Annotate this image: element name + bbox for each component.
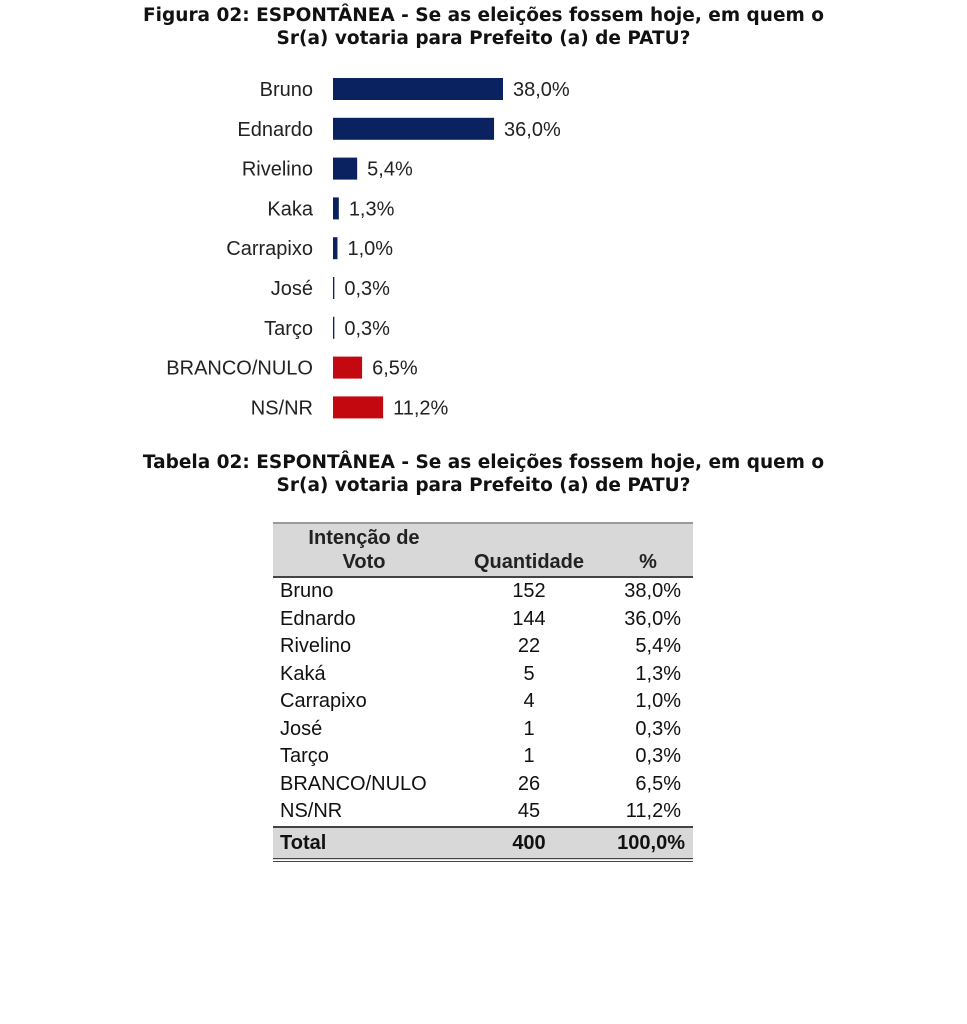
category-label: Kaka bbox=[267, 198, 313, 221]
table-title bbox=[0, 451, 967, 497]
bar-carrapixo bbox=[333, 237, 337, 259]
total-percent: 100,0% bbox=[603, 827, 693, 860]
value-label: 38,0% bbox=[513, 79, 570, 101]
row-name: BRANCO/NULO bbox=[280, 772, 427, 795]
row-percent: 1,0% bbox=[635, 690, 681, 712]
figure-title-line2: Sr(a) votaria para Prefeito (a) de PATU? bbox=[276, 28, 691, 49]
row-quantity: 1 bbox=[523, 717, 535, 740]
value-label: 1,3% bbox=[348, 198, 395, 221]
row-percent: 1,3% bbox=[635, 662, 681, 685]
header-intencao-line2: Voto bbox=[342, 551, 386, 573]
row-percent: 0,3% bbox=[635, 717, 681, 740]
table-row bbox=[273, 798, 693, 827]
table-row bbox=[273, 577, 693, 606]
table-total-row bbox=[273, 827, 693, 860]
value-label: 0,3% bbox=[344, 278, 390, 300]
category-label: José bbox=[270, 278, 313, 300]
value-label: 36,0% bbox=[504, 118, 561, 141]
row-name: Rivelino bbox=[280, 635, 352, 657]
header-intencao bbox=[273, 523, 455, 577]
table-row bbox=[273, 771, 693, 799]
row-quantity: 26 bbox=[517, 772, 541, 795]
bar-jos- bbox=[333, 277, 334, 299]
bar-branco-nulo bbox=[333, 357, 362, 379]
row-name: Kaká bbox=[280, 662, 326, 685]
row-percent: 38,0% bbox=[624, 580, 681, 602]
row-quantity: 152 bbox=[512, 580, 546, 602]
bar-kaka bbox=[333, 197, 339, 219]
row-name: Tarço bbox=[280, 745, 329, 767]
category-label: Ednardo bbox=[237, 118, 313, 141]
row-percent: 6,5% bbox=[635, 772, 681, 795]
results-table bbox=[273, 522, 693, 862]
table-row bbox=[273, 661, 693, 689]
category-label: Carrapixo bbox=[226, 238, 313, 261]
category-label: Tarço bbox=[264, 317, 313, 340]
table-row bbox=[273, 743, 693, 771]
bar-bruno bbox=[333, 78, 503, 100]
bar-rivelino bbox=[333, 158, 357, 180]
bar-ns-nr bbox=[333, 396, 383, 418]
header-quantidade: Quantidade bbox=[455, 523, 603, 577]
row-percent: 36,0% bbox=[624, 607, 681, 630]
row-quantity: 1 bbox=[523, 745, 535, 767]
header-intencao-line1: Intenção de bbox=[308, 527, 420, 549]
category-label: NS/NR bbox=[250, 397, 313, 420]
row-percent: 11,2% bbox=[625, 800, 681, 822]
row-name: Carrapixo bbox=[280, 690, 367, 712]
row-name: NS/NR bbox=[280, 800, 343, 822]
row-quantity: 5 bbox=[523, 662, 535, 685]
row-name: Ednardo bbox=[280, 607, 356, 630]
row-percent: 0,3% bbox=[635, 745, 681, 767]
header-percent: % bbox=[603, 523, 693, 577]
table-row bbox=[273, 633, 693, 661]
value-label: 1,0% bbox=[347, 238, 394, 261]
row-quantity: 22 bbox=[517, 635, 541, 657]
bar-tar-o bbox=[333, 317, 334, 339]
row-quantity: 45 bbox=[517, 800, 541, 822]
total-quantity: 400 bbox=[455, 827, 603, 860]
row-name: Bruno bbox=[280, 580, 334, 602]
row-quantity: 144 bbox=[512, 607, 546, 630]
figure-title-line1: Figura 02: ESPONTÂNEA - Se as eleições fossem hoje, em quem o bbox=[143, 5, 824, 26]
value-label: 0,3% bbox=[344, 317, 390, 340]
bar-ednardo bbox=[333, 118, 494, 140]
value-label: 11,2% bbox=[393, 397, 449, 420]
value-label: 6,5% bbox=[372, 357, 418, 380]
table-title-line2: Sr(a) votaria para Prefeito (a) de PATU? bbox=[276, 475, 691, 496]
category-label: Bruno bbox=[259, 79, 313, 101]
row-name: José bbox=[280, 717, 323, 740]
value-label: 5,4% bbox=[367, 158, 413, 181]
total-label: Total bbox=[273, 827, 455, 860]
bar-chart bbox=[0, 0, 967, 440]
table-header-row bbox=[273, 523, 693, 577]
table-row bbox=[273, 606, 693, 634]
table-row bbox=[273, 716, 693, 744]
table-title-line1: Tabela 02: ESPONTÂNEA - Se as eleições fossem hoje, em quem o bbox=[142, 452, 825, 473]
row-percent: 5,4% bbox=[635, 635, 681, 657]
row-quantity: 4 bbox=[523, 690, 535, 712]
category-label: Rivelino bbox=[241, 158, 313, 181]
category-label: BRANCO/NULO bbox=[166, 357, 313, 380]
table-row bbox=[273, 688, 693, 716]
